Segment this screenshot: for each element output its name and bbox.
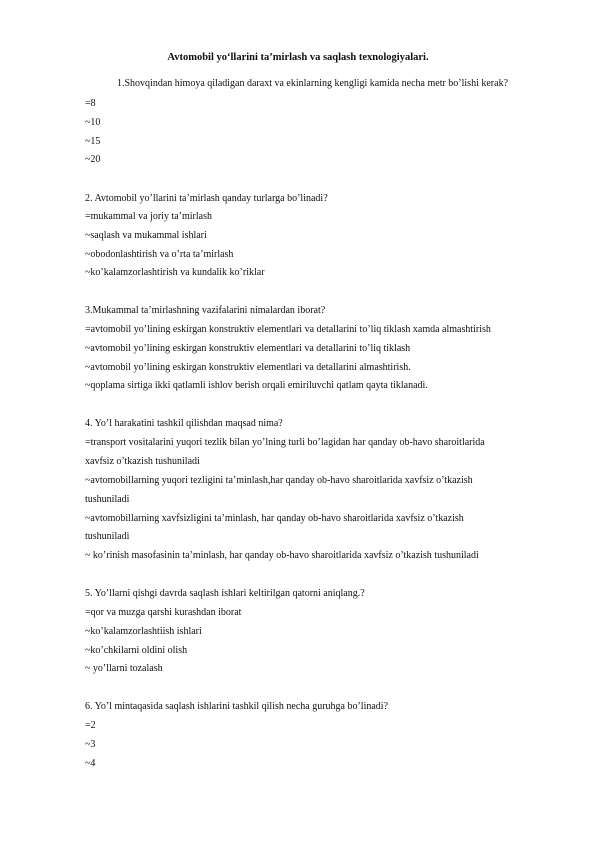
question-5-option: ~ yo’llarni tozalash — [85, 663, 163, 674]
question-1-option: ~10 — [85, 117, 101, 128]
question-6-option: ~4 — [85, 758, 96, 769]
question-1-option: =8 — [85, 98, 96, 109]
question-1-option: ~20 — [85, 154, 101, 165]
question-3-option: =avtomobil yo’lining eskirgan konstruktiv elementlari va detallarini to’liq tiklash xamda almashtirish — [85, 324, 491, 335]
question-5-option: =qor va muzga qarshi kurashdan iborat — [85, 607, 242, 618]
question-3-option: ~qoplama sirtiga ikki qatlamli ishlov berish orqali emiriluvchi qatlam qayta tiklanadi. — [85, 380, 428, 391]
question-3-text: 3.Mukammal ta’mirlashning vazifalarini nimalardan iborat? — [85, 305, 326, 316]
question-5-option: ~ko’kalamzorlashtiish ishlari — [85, 626, 202, 637]
question-2-option: =mukammal va joriy ta’mirlash — [85, 211, 212, 222]
question-1-text: 1.Shovqindan himoya qiladigan daraxt va ekinlarning kengligi kamida necha metr bo’lishi kerak? — [117, 78, 509, 89]
question-4-option-continuation: tushuniladi — [85, 531, 130, 542]
question-6-text: 6. Yo’l mintaqasida saqlash ishlarini tashkil qilish necha guruhga bo’linadi? — [85, 701, 389, 712]
question-5-option: ~ko’chkilarni oldini olish — [85, 645, 188, 656]
question-6-option: ~3 — [85, 739, 96, 750]
question-6-option: =2 — [85, 720, 96, 731]
question-4-option-continuation: xavfsiz o’tkazish tushuniladi — [85, 456, 200, 467]
question-5-text: 5. Yo’llarni qishgi davrda saqlash ishlari keltirilgan qatorni aniqlang.? — [85, 588, 365, 599]
question-4-option-continuation: tushuniladi — [85, 494, 130, 505]
question-2-text: 2. Avtomobil yo’llarini ta’mirlash qanday turlarga bo’linadi? — [85, 193, 328, 204]
document-title: Avtomobil yo‘llarini ta’mirlash va saqlash texnologiyalari. — [167, 52, 429, 63]
question-1-option: ~15 — [85, 136, 101, 147]
question-2-option: ~obodonlashtirish va o’rta ta’mirlash — [85, 249, 234, 260]
question-4-option: ~ ko’rinish masofasinin ta’minlash, har qanday ob-havo sharoitlarida xavfsiz o’tkazish tushuniladi — [85, 550, 479, 561]
question-3-option: ~avtomobil yo’lining eskirgan konstruktiv elementlari va detallarini almashtirish. — [85, 362, 411, 373]
question-4-option: =transport vositalarini yuqori tezlik bilan yo’lning turli bo’lagidan har qanday ob-havo sharoitlarida — [85, 437, 485, 448]
question-2-option: ~saqlash va mukammal ishlari — [85, 230, 207, 241]
question-4-option: ~avtomobillarning yuqori tezligini ta’minlash,har qanday ob-havo sharoitlarida xavfsiz o’tkazish — [85, 475, 473, 486]
question-4-text: 4. Yo’l harakatini tashkil qilishdan maqsad nima? — [85, 418, 283, 429]
question-2-option: ~ko’kalamzorlashtirish va kundalik ko’riklar — [85, 267, 265, 278]
question-3-option: ~avtomobil yo’lining eskirgan konstruktiv elementlari va detallarini to’liq tiklash — [85, 343, 411, 354]
question-4-option: ~avtomobillarning xavfsizligini ta’minlash, har qanday ob-havo sharoitlarida xavfsiz o’tkazish — [85, 513, 464, 524]
